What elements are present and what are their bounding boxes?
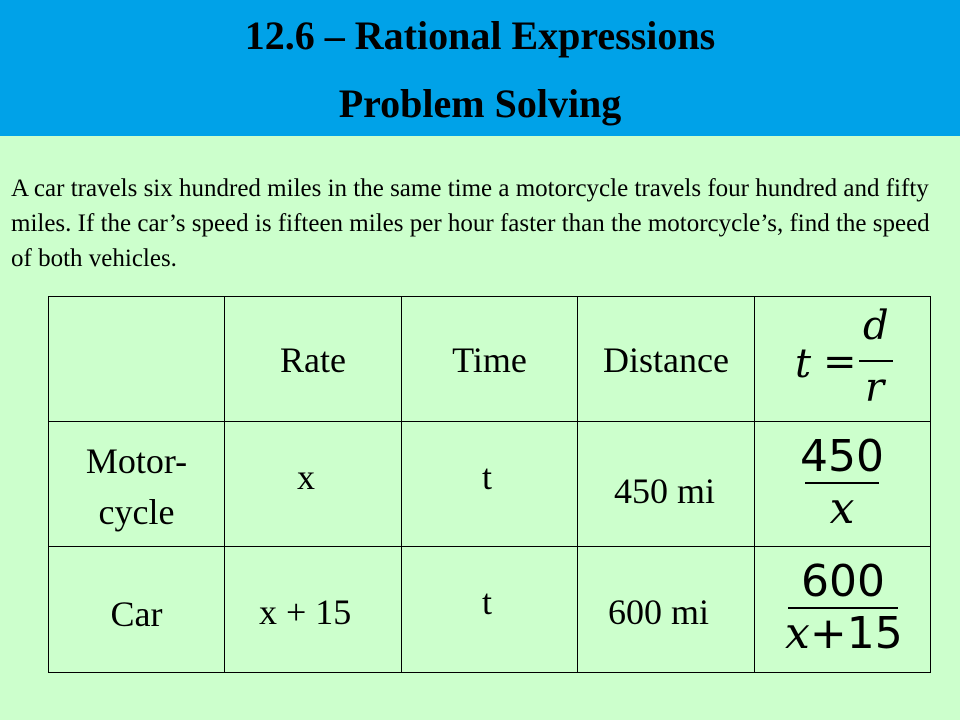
- motorcycle-rate: x: [297, 457, 315, 497]
- table-header-row: [49, 297, 931, 422]
- formula-numerator: d: [863, 303, 889, 349]
- header-time: Time: [452, 340, 527, 380]
- car-time-fraction: [785, 557, 901, 659]
- car-distance: 600 mi: [608, 592, 710, 632]
- row-label-car: Car: [110, 594, 163, 634]
- motorcycle-fraction-denominator-var: x: [829, 483, 855, 534]
- rate-cell: [225, 547, 402, 673]
- car-fraction-denominator: [785, 609, 901, 659]
- formula-equals: =: [823, 339, 857, 385]
- slide-subtitle: Problem Solving: [338, 81, 622, 126]
- car-rate: x + 15: [259, 592, 352, 632]
- fraction-cell: [755, 422, 931, 547]
- motorcycle-time: t: [482, 457, 493, 497]
- title-banner: [0, 0, 960, 136]
- rate-cell: [225, 422, 402, 547]
- time-cell: [402, 422, 578, 547]
- row-label-cell: [49, 422, 225, 547]
- row-label-motorcycle-1: Motor-: [85, 441, 188, 481]
- car-fraction-denominator-var: x: [785, 608, 810, 659]
- distance-cell: [578, 422, 755, 547]
- table-row-car: [49, 547, 931, 673]
- motorcycle-distance: 450 mi: [614, 471, 716, 511]
- header-rate: Rate: [280, 340, 346, 380]
- formula-fraction-bar: [859, 360, 893, 362]
- header-cell-distance: [578, 297, 755, 422]
- header-cell-empty: [49, 297, 225, 422]
- motorcycle-fraction-numerator: 450: [800, 431, 884, 482]
- row-label-cell: [49, 547, 225, 673]
- header-distance: Distance: [603, 340, 729, 380]
- time-cell: [402, 547, 578, 673]
- table-row-motorcycle: [49, 422, 931, 547]
- rate-time-distance-table: [48, 296, 931, 673]
- header-cell-rate: [225, 297, 402, 422]
- row-label-motorcycle-2: cycle: [98, 492, 175, 532]
- slide-title: 12.6 – Rational Expressions: [244, 13, 716, 58]
- header-cell-time: [402, 297, 578, 422]
- header-cell-formula: [755, 297, 931, 422]
- fraction-cell: [755, 547, 931, 673]
- car-fraction-numerator: 600: [801, 556, 885, 607]
- problem-statement: A car travels six hundred miles in the same time a motorcycle travels four hundred and fifty miles. If the car’s speed is fifteen miles per hour faster than the motorcycle’s, find the speed of both vehicles.: [11, 175, 930, 272]
- motorcycle-time-fraction: [797, 432, 887, 534]
- car-time: t: [482, 582, 493, 622]
- distance-cell: [578, 547, 755, 673]
- formula-t: t: [795, 341, 812, 387]
- motorcycle-fraction-denominator: [797, 484, 887, 534]
- car-fraction-denominator-rest: +15: [809, 608, 903, 659]
- formula-denominator: r: [865, 365, 885, 411]
